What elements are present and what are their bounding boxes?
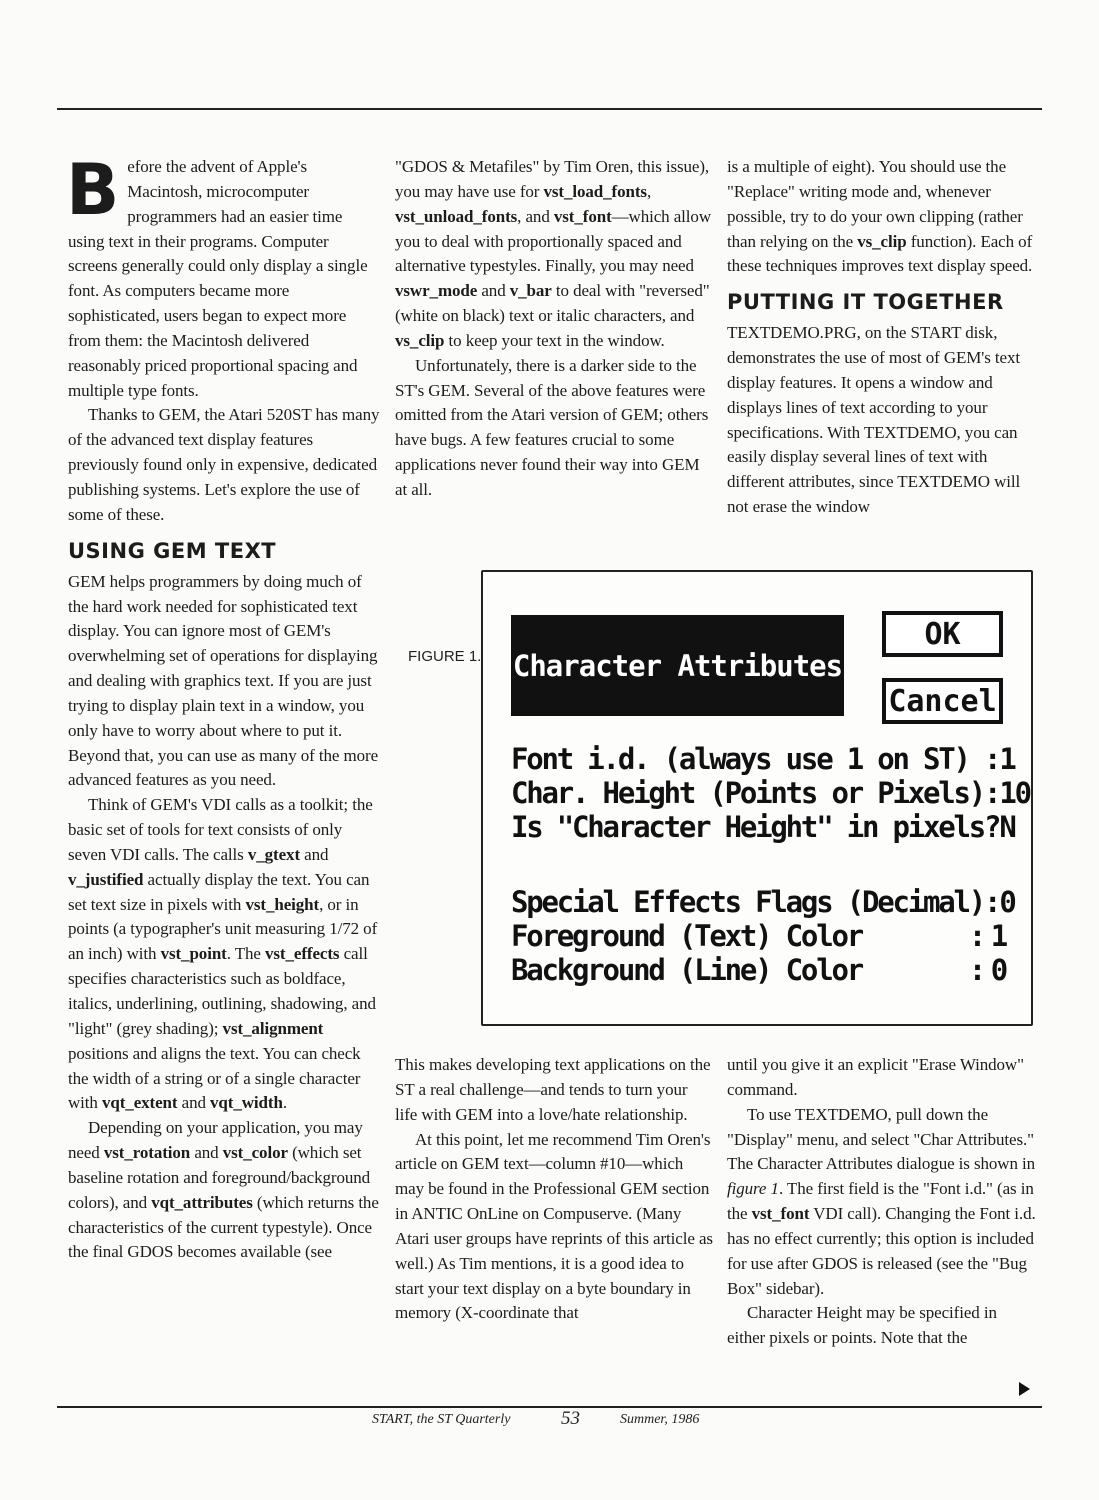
ok-button[interactable]: OK: [882, 611, 1003, 657]
column-2-top: [395, 155, 713, 503]
column-1: [66, 149, 380, 1265]
paragraph: To use TEXTDEMO, pull down the "Display" menu, and select "Char Attributes." The Character Attributes dialogue is shown in figure 1. The first field is the "Font i.d." (as in the vst_font VDI call). Changing the Font i.d. has no effect currently; this option is included for use after GDOS is released (see the "Bug Box" sidebar).: [727, 1104, 1036, 1298]
character-attributes-dialog: [481, 570, 1033, 1026]
footer-issue-date: Summer, 1986: [620, 1412, 700, 1427]
column-3-bottom: [727, 1053, 1039, 1351]
paragraph: TEXTDEMO.PRG, on the START disk, demonstrates the use of most of GEM's text display features. It opens a window and displays lines of text according to your specifications. With TEXTDEMO, you can easily display several lines of text with different attributes, since TEXTDEMO will not erase the window: [727, 323, 1021, 517]
paragraph: until you give it an explicit "Erase Window" command.: [727, 1055, 1024, 1099]
field-foreground-color[interactable]: Foreground (Text) Color : 1: [511, 919, 1006, 953]
paragraph: Think of GEM's VDI calls as a toolkit; the basic set of tools for text consists of only seven VDI calls. The calls v_gtext and v_justified actually display the text. You can set text size in pixels with vst_height, or in points (a typographer's unit measuring 1/72 of an inch) with vst_point. The vst_effects call specifies characteristics such as boldface, italics, underlining, outlining, shadowing, and "light" (grey shading); vst_alignment positions and aligns the text. You can check the width of a string or of a single character with vqt_extent and vqt_width.: [68, 795, 378, 1113]
field-height-in-pixels[interactable]: Is "Character Height" in pixels? N: [511, 810, 1015, 844]
bottom-rule: [57, 1406, 1042, 1408]
page-number: 53: [561, 1408, 580, 1429]
paragraph: Depending on your application, you may need vst_rotation and vst_color (which set baseline rotation and foreground/background colors), and vqt_attributes (which returns the characteristics of the current typestyle). Once the final GDOS becomes available (see: [68, 1118, 379, 1262]
column-2-bottom: [395, 1053, 713, 1326]
continue-arrow-icon: [1019, 1382, 1030, 1396]
field-background-color[interactable]: Background (Line) Color : 0: [511, 953, 1006, 987]
paragraph: Thanks to GEM, the Atari 520ST has many of the advanced text display features previously found only in expensive, dedicated publishing systems. Let's explore the use of some of these.: [68, 405, 380, 524]
drop-cap: B: [66, 149, 120, 231]
paragraph: efore the advent of Apple's Macintosh, microcomputer programmers had an easier time using text in their programs. Computer screens generally could only display a single font. As computers became more sophisticated, users began to expect more from them: the Macintosh delivered reasonably priced proportional spacing and multiple type fonts.: [68, 157, 368, 400]
paragraph: "GDOS & Metafiles" by Tim Oren, this issue), you may have use for vst_load_fonts, vst_unload_fonts, and vst_font—which allow you to deal with proportionally spaced and alternative typestyles. Finally, you may need vswr_mode and v_bar to deal with "reversed" (white on black) text or italic characters, and vs_clip to keep your text in the window.: [395, 157, 712, 350]
dialog-title: Character Attributes: [511, 615, 844, 716]
cancel-button[interactable]: Cancel: [882, 678, 1003, 724]
paragraph: is a multiple of eight). You should use the "Replace" writing mode and, whenever possible, try to do your own clipping (rather than relying on the vs_clip function). Each of these techniques improves text display speed.: [727, 157, 1033, 276]
paragraph: This makes developing text applications on the ST a real challenge—and tends to turn your life with GEM into a love/hate relationship.: [395, 1055, 711, 1124]
paragraph: At this point, let me recommend Tim Oren's article on GEM text—column #10—which may be found in the Professional GEM section in ANTIC OnLine on Compuserve. (Many Atari user groups have reprints of this article as well.) As Tim mentions, it is a good idea to start your text display on a byte boundary in memory (X-coordinate that: [395, 1129, 713, 1323]
paragraph: Unfortunately, there is a darker side to the ST's GEM. Several of the above features were omitted from the Atari version of GEM; others have bugs. A few features crucial to some applications never found their way into GEM at all.: [395, 355, 709, 499]
paragraph: Character Height may be specified in either pixels or points. Note that the: [727, 1303, 997, 1348]
top-rule: [57, 108, 1042, 110]
figure-label: FIGURE 1.: [408, 648, 482, 665]
section-heading: USING GEM TEXT: [68, 538, 277, 563]
section-heading: PUTTING IT TOGETHER: [727, 290, 1004, 315]
column-3-top: [727, 155, 1039, 520]
field-font-id[interactable]: Font i.d. (always use 1 on ST) : 1: [511, 742, 1015, 776]
paragraph: GEM helps programmers by doing much of the hard work needed for sophisticated text display. You can ignore most of GEM's overwhelming set of operations for displaying and dealing with graphics text. If you are just trying to display plain text in a window, you only have to worry about where to put it. Beyond that, you can use as many of the more advanced features as you need.: [68, 571, 379, 790]
footer-publication: START, the ST Quarterly: [372, 1412, 511, 1427]
field-char-height[interactable]: Char. Height (Points or Pixels): 10: [511, 776, 1030, 810]
dialog-fields: [511, 742, 1030, 987]
field-special-effects[interactable]: Special Effects Flags (Decimal): 0: [511, 885, 1015, 919]
